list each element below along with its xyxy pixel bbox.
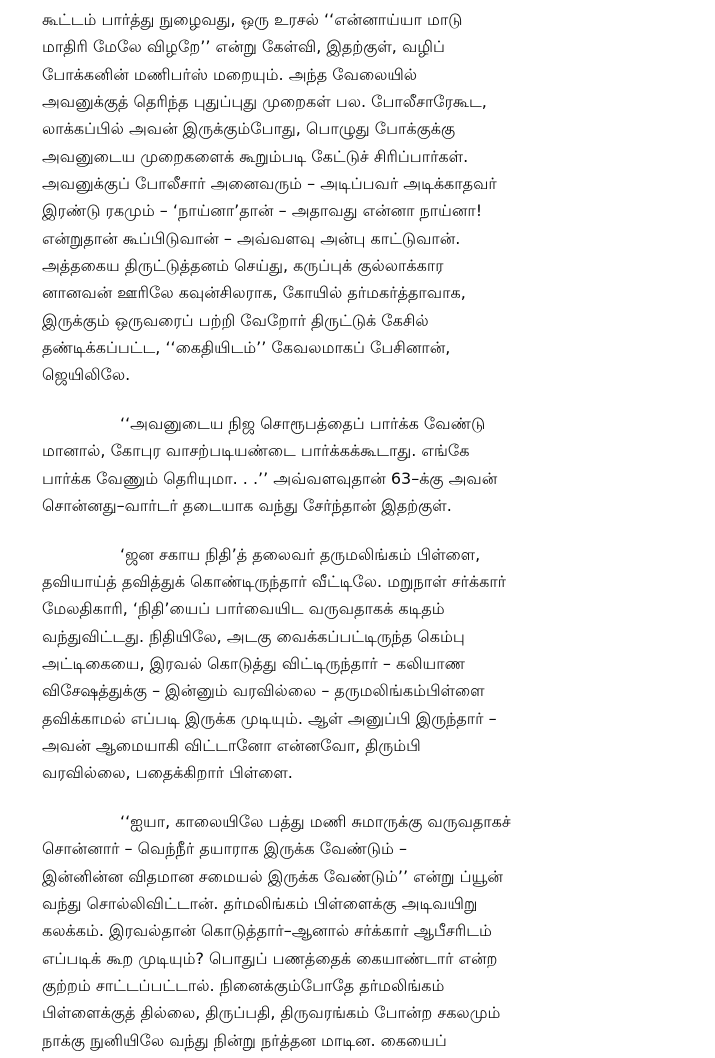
text-line: லாக்கப்பில் அவன் இருக்கும்போது, பொழுது போக்குக்கு [42,119,456,139]
text-line: அவனுக்குத் தெரிந்த புதுப்புது முறைகள் பல. போலீசாரேகூட, [42,92,487,111]
text-line: பார்க்க வேணும் தெரியுமா. . .’’ அவ்வளவுதான் 63–க்கு அவன் [42,468,498,488]
text-line: இன்னின்ன விதமான சமையல் இருக்க வேண்டும்’’ என்று ப்யூன் [42,866,503,886]
text-line: சொன்னார் – வெந்நீர் தயாராக இருக்க வேண்டும் – [42,839,407,859]
text-line: ‘‘ஐயா, காலையிலே பத்து மணி சுமாருக்கு வருவதாகச் [120,812,511,832]
text-line: மேலதிகாரி, ‘நிதி’யைப் பார்வையிட வருவதாகக் கடிதம் [42,599,445,619]
text-line: ‘ஜன சகாய நிதி’த் தலைவர் தருமலிங்கம் பிள்ளை, [120,544,481,564]
text-line: கலக்கம். இரவல்தான் கொடுத்தார்–ஆனால் சர்க்கார் ஆபீசரிடம் [42,921,492,941]
text-line: குற்றம் சாட்டப்பட்டால். நினைக்கும்போதே தர்மலிங்கம் [42,976,445,995]
text-line: மாதிரி மேலே விழறே’’ என்று கேள்வி, இதற்குள், வழிப் [42,37,445,57]
text-line: வந்துவிட்டது. நிதியிலே, அடகு வைக்கப்பட்டிருந்த கெம்பு [42,626,465,646]
text-line: பிள்ளைக்குத் தில்லை, திருப்பதி, திருவரங்கம் போன்ற சகலமும் [42,1003,501,1023]
text-line: வந்து சொல்லிவிட்டான். தர்மலிங்கம் பிள்ளைக்கு அடிவயிறு [42,894,478,914]
text-line: ஜெயிலிலே. [42,365,131,385]
text-line: அட்டிகையை, இரவல் கொடுத்து விட்டிருந்தார் – கலியாண [42,654,465,673]
text-line: ‘‘அவனுடைய நிஜ சொரூபத்தைப் பார்க்க வேண்டு [120,414,486,433]
text-line: தவிக்காமல் எப்படி இருக்க முடியும். ஆள் அனுப்பி இருந்தார் – [42,708,497,728]
text-line: என்றுதான் கூப்பிடுவான் – அவ்வளவு அன்பு காட்டுவான். [42,228,461,248]
text-line: மானால், கோபுர வாசற்படியண்டை பார்க்கக்கூடாது. எங்கே [42,441,470,461]
text-line: அவனுக்குப் போலீசார் அனைவரும் – அடிப்பவர் அடிக்காதவர் [42,173,497,193]
text-line: நாக்கு நுனியிலே வந்து நின்று நர்த்தன மாடின. கையைப் [42,1030,447,1050]
text-line: அவன் ஆமையாகி விட்டானோ என்னவோ, திரும்பி [42,736,421,755]
text-line: கூட்டம் பார்த்து நுழைவது, ஒரு உரசல் ‘‘என்னாய்யா மாடு [42,10,463,29]
text-line: அத்தகைய திருட்டுத்தனம் செய்து, கருப்புக் குல்லாக்கார [42,255,444,275]
text-line: தவியாய்த் தவித்துக் கொண்டிருந்தார் வீட்டிலே. மறுநாள் சர்க்கார் [42,572,507,592]
text-line: னானவன் ஊரிலே கவுன்சிலராக, கோயில் தர்மகர்த்தாவாக, [42,283,466,303]
text-line: வரவில்லை, பதைக்கிறார் பிள்ளை. [42,763,293,783]
text-line: அவனுடைய முறைகளைக் கூறும்படி கேட்டுச் சிரிப்பார்கள். [42,146,469,166]
text-line: எப்படிக் கூற முடியும்? பொதுப் பணத்தைக் கையாண்டார் என்ற [42,948,498,968]
text-line: இருக்கும் ஒருவரைப் பற்றி வேறோர் திருட்டுக் கேசில் [42,310,429,330]
text-line: போக்கனின் மணிபர்ஸ் மறையும். அந்த வேலையில் [42,64,418,84]
text-line: விசேஷத்துக்கு – இன்னும் வரவில்லை – தருமலிங்கம்பிள்ளை [42,681,485,701]
text-line: தண்டிக்கப்பட்ட, ‘‘கைதியிடம்’’ கேவலமாகப் பேசினான், [42,337,451,357]
text-line: இரண்டு ரகமும் – ‘நாய்னா’தான் – அதாவது என்னா நாய்னா! [42,201,483,221]
text-line: சொன்னது–வார்டர் தடையாக வந்து சேர்ந்தான் இதற்குள். [42,495,452,515]
